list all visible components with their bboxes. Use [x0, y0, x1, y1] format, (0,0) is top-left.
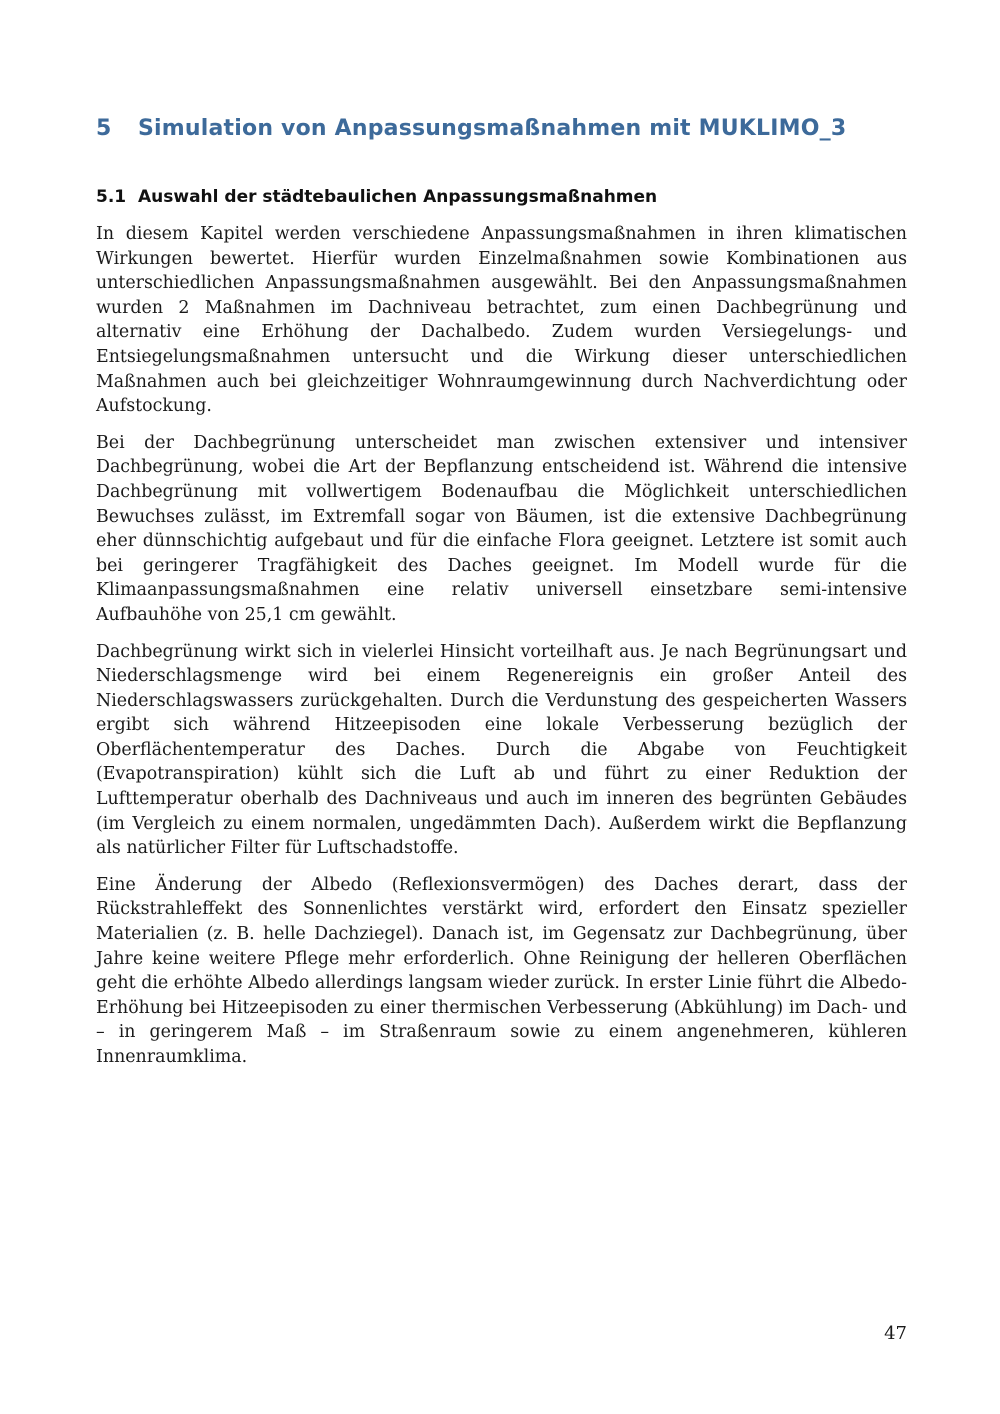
- paragraph-albedo: Eine Änderung der Albedo (Reflexionsvermögen) des Daches derart, dass der Rückstrahleffekt des Sonnenlichtes verstärkt wird, erfordert den Einsatz spezieller Materialien (z. B. helle Dachziegel). Danach ist, im Gegensatz zur Dachbegrünung, über Jahre keine weitere Pflege mehr erforderlich. Ohne Reinigung der helleren Oberflächen geht die erhöhte Albedo allerdings langsam wieder zurück. In erster Linie führt die Albedo-Erhöhung bei Hitzeepisoden zu einer thermischen Verbesserung (Abkühlung) im Dach- und – in geringerem Maß – im Straßenraum sowie zu einem angenehmeren, kühleren Innenraumklima.: [96, 874, 907, 1067]
- page-number: 47: [884, 1323, 907, 1344]
- paragraph-dachbegruenung-arten: Bei der Dachbegrünung unterscheidet man zwischen extensiver und intensiver Dachbegrünung, wobei die Art der Bepflanzung entscheidend ist. Während die intensive Dachbegrünung mit vollwertigem Bodenaufbau die Möglichkeit unterschiedlichen Bewuchses zulässt, im Extremfall sogar von Bäumen, ist die extensive Dachbegrünung eher dünnschichtig aufgebaut und für die einfache Flora geeignet. Letztere ist somit auch bei geringerer Tragfähigkeit des Daches geeignet. Im Modell wurde für die Klimaanpassungsmaßnahmen eine relativ universell einsetzbare semi-intensive Aufbauhöhe von 25,1 cm gewählt.: [96, 432, 907, 625]
- body-text: [96, 222, 907, 1082]
- document-page: [96, 0, 907, 1414]
- paragraph-dachbegruenung-vorteile: Dachbegrünung wirkt sich in vielerlei Hinsicht vorteilhaft aus. Je nach Begrünungsart und Niederschlagsmenge wird bei einem Regenereignis ein großer Anteil des Niederschlagswassers zurückgehalten. Durch die Verdunstung des gespeicherten Wassers ergibt sich während Hitzeepisoden eine lokale Verbesserung bezüglich der Oberflächentemperatur des Daches. Durch die Abgabe von Feuchtigkeit (Evapotranspiration) kühlt sich die Luft ab und führt zu einer Reduktion der Lufttemperatur oberhalb des Dachniveaus und auch im inneren des begrünten Gebäudes (im Vergleich zu einem normalen, ungedämmten Dach). Außerdem wirkt die Bepflanzung als natürlicher Filter für Luftschadstoffe.: [96, 641, 907, 859]
- paragraph-intro: In diesem Kapitel werden verschiedene Anpassungsmaßnahmen in ihren klimatischen Wirkungen bewertet. Hierfür wurden Einzelmaßnahmen sowie Kombinationen aus unterschiedlichen Anpassungsmaßnahmen ausgewählt. Bei den Anpassungsmaßnahmen wurden 2 Maßnahmen im Dachniveau betrachtet, zum einen Dachbegrünung und alternativ eine Erhöhung der Dachalbedo. Zudem wurden Versiegelungs- und Entsiegelungsmaßnahmen untersucht und die Wirkung dieser unterschiedlichen Maßnahmen auch bei gleichzeitiger Wohnraumgewinnung durch Nachverdichtung oder Aufstockung.: [96, 224, 907, 417]
- chapter-title: Simulation von Anpassungsmaßnahmen mit MUKLIMO_3: [138, 116, 847, 141]
- chapter-number: 5: [96, 116, 112, 141]
- section-heading: [96, 187, 657, 207]
- chapter-heading: [96, 116, 846, 141]
- section-title: Auswahl der städtebaulichen Anpassungsmaßnahmen: [138, 187, 658, 207]
- section-number: 5.1: [96, 187, 127, 207]
